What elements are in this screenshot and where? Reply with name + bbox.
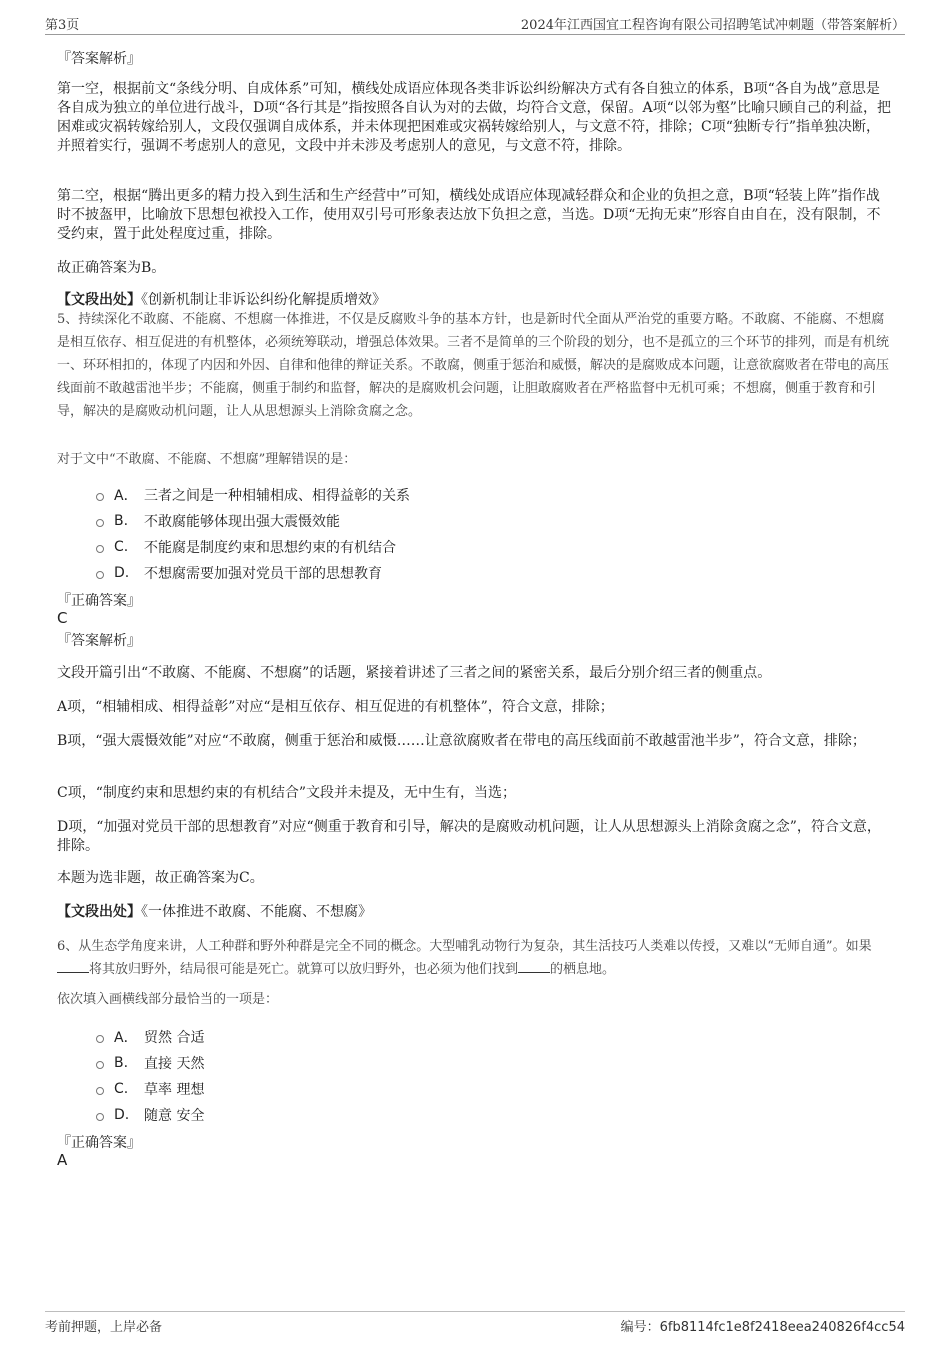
q5-correct-label: 『正确答案』 [57, 593, 141, 609]
page-number: 第3页 [45, 18, 80, 33]
radio-icon[interactable] [96, 1035, 104, 1043]
q6-question: 依次填入画横线部分最恰当的一项是： [57, 992, 279, 1007]
source-tag: 【文段出处】 [57, 904, 141, 920]
q6-stem: 6、从生态学角度来讲，人工种群和野外种群是完全不同的概念。大型哺乳动物行为复杂，其生活技巧人类难以传授，又难以“无师自通”。如果将其放归野外，结局很可能是死亡。就算可以放归野外，也必须为他们找到 的栖息地。 [57, 939, 872, 977]
q4-answer-statement: 故正确答案为B。 [57, 260, 166, 276]
q6-option-c[interactable]: C. 草率 理想 [96, 1079, 204, 1099]
q5-option-a[interactable]: A． 三者之间是一种相辅相成、相得益彰的关系 [96, 485, 410, 505]
q5-stem: 5、持续深化不敢腐、不能腐、不想腐一体推进，不仅是反腐败斗争的基本方针，也是新时代全面从严治党的重要方略。不敢腐、不能腐、不想腐是相互依存、相互促进的有机整体，必须统筹联动，增强总体效果。三者不是简单的三个阶段的划分，也不是孤立的三个环节的排列，而是有机统一、环环相扣的，体现了内因和外因、自律和他律的辩证关系。不敢腐，侧重于惩治和威慑，解决的是腐败成本问题，让意欲腐败者在带电的高压线面前不敢越雷池半步；不能腐，侧重于制约和监督，解决的是腐败机会问题，让胆敢腐败者在严格监督中无机可乘；不想腐，侧重于教育和引导，解决的是腐败动机问题，让人从思想源头上消除贪腐之念。 [57, 312, 890, 419]
q6-option-a[interactable]: A． 贸然 合适 [96, 1027, 204, 1047]
radio-icon[interactable] [96, 571, 104, 579]
q5-analysis-label: 『答案解析』 [57, 633, 141, 649]
radio-icon[interactable] [96, 519, 104, 527]
source-title: 《创新机制让非诉讼纠纷化解提质增效》 [141, 292, 386, 308]
radio-icon[interactable] [96, 493, 104, 501]
q5-analysis-line: 本题为选非题，故正确答案为C。 [57, 870, 264, 886]
q5-source [57, 903, 892, 922]
q5-question: 对于文中“不敢腐、不能腐、不想腐”理解错误的是： [57, 452, 357, 467]
radio-icon[interactable] [96, 1087, 104, 1095]
q5-analysis-line: B项，“强大震慑效能”对应“不敢腐，侧重于惩治和威慑……让意欲腐败者在带电的高压线面前不敢越雷池半步”，符合文意，排除； [57, 733, 866, 749]
q6-option-b[interactable]: B. 直接 天然 [96, 1053, 204, 1073]
q5-option-b[interactable]: B. 不敢腐能够体现出强大震慑效能 [96, 511, 340, 531]
document-code: 编号：6fb8114fc1e8f2418eea240826f4cc54 [620, 1320, 905, 1335]
footer-slogan: 考前押题，上岸必备 [45, 1320, 163, 1335]
page-footer [45, 1311, 905, 1335]
document-title: 2024年江西国宜工程咨询有限公司招聘笔试冲刺题（带答案解析） [520, 18, 905, 33]
source-tag: 【文段出处】 [57, 292, 141, 308]
q4-analysis-label: 『答案解析』 [57, 51, 141, 67]
q5-analysis-line: A项，“相辅相成、相得益彰”对应“是相互依存、相互促进的有机整体”，符合文意，排除； [57, 699, 614, 715]
q6-option-d[interactable]: D. 随意 安全 [96, 1105, 204, 1125]
q5-analysis-line: 文段开篇引出“不敢腐、不能腐、不想腐”的话题，紧接着讲述了三者之间的紧密关系，最后分别介绍三者的侧重点。 [57, 665, 772, 681]
radio-icon[interactable] [96, 1113, 104, 1121]
fill-blank [518, 960, 550, 973]
q6-correct-answer: A [57, 1151, 68, 1169]
radio-icon[interactable] [96, 545, 104, 553]
q6-correct-label: 『正确答案』 [57, 1135, 141, 1151]
q4-analysis-para1: 第一空，根据前文“条线分明、自成体系”可知，横线处成语应体现各类非诉讼纠纷解决方式有各自独立的体系，B项“各自为战”意思是各自成为独立的单位进行战斗，D项“各行其是”指按照各自认为对的去做，均符合文意，保留。A项“以邻为壑”比喻只顾自己的利益，把困难或灾祸转嫁给别人，文段仅强调自成体系，并未体现把困难或灾祸转嫁给别人，与文意不符，排除；C项“独断专行”指单独决断，并照着实行，强调不考虑别人的意见，文段中并未涉及考虑别人的意见，与文意不符，排除。 [57, 81, 891, 154]
radio-icon[interactable] [96, 1061, 104, 1069]
page-header [45, 14, 905, 35]
q5-option-c[interactable]: C. 不能腐是制度约束和思想约束的有机结合 [96, 537, 396, 557]
source-title: 《一体推进不敢腐、不能腐、不想腐》 [141, 904, 372, 920]
fill-blank [57, 960, 89, 973]
q5-analysis-line: D项，“加强对党员干部的思想教育”对应“侧重于教育和引导，解决的是腐败动机问题，让人从思想源头上消除贪腐之念”，符合文意，排除。 [57, 819, 881, 854]
q5-option-d[interactable]: D. 不想腐需要加强对党员干部的思想教育 [96, 563, 382, 583]
q4-analysis-para2: 第二空，根据“腾出更多的精力投入到生活和生产经营中”可知，横线处成语应体现减轻群众和企业的负担之意，B项“轻装上阵”指作战时不披盔甲，比喻放下思想包袱投入工作，使用双引号可形象表达放下负担之意，当选。D项“无拘无束”形容自由自在，没有限制，不受约束，置于此处程度过重，排除。 [57, 188, 881, 242]
q5-correct-answer: C [57, 609, 68, 627]
q5-analysis-line: C项，“制度约束和思想约束的有机结合”文段并未提及，无中生有，当选； [57, 785, 517, 801]
